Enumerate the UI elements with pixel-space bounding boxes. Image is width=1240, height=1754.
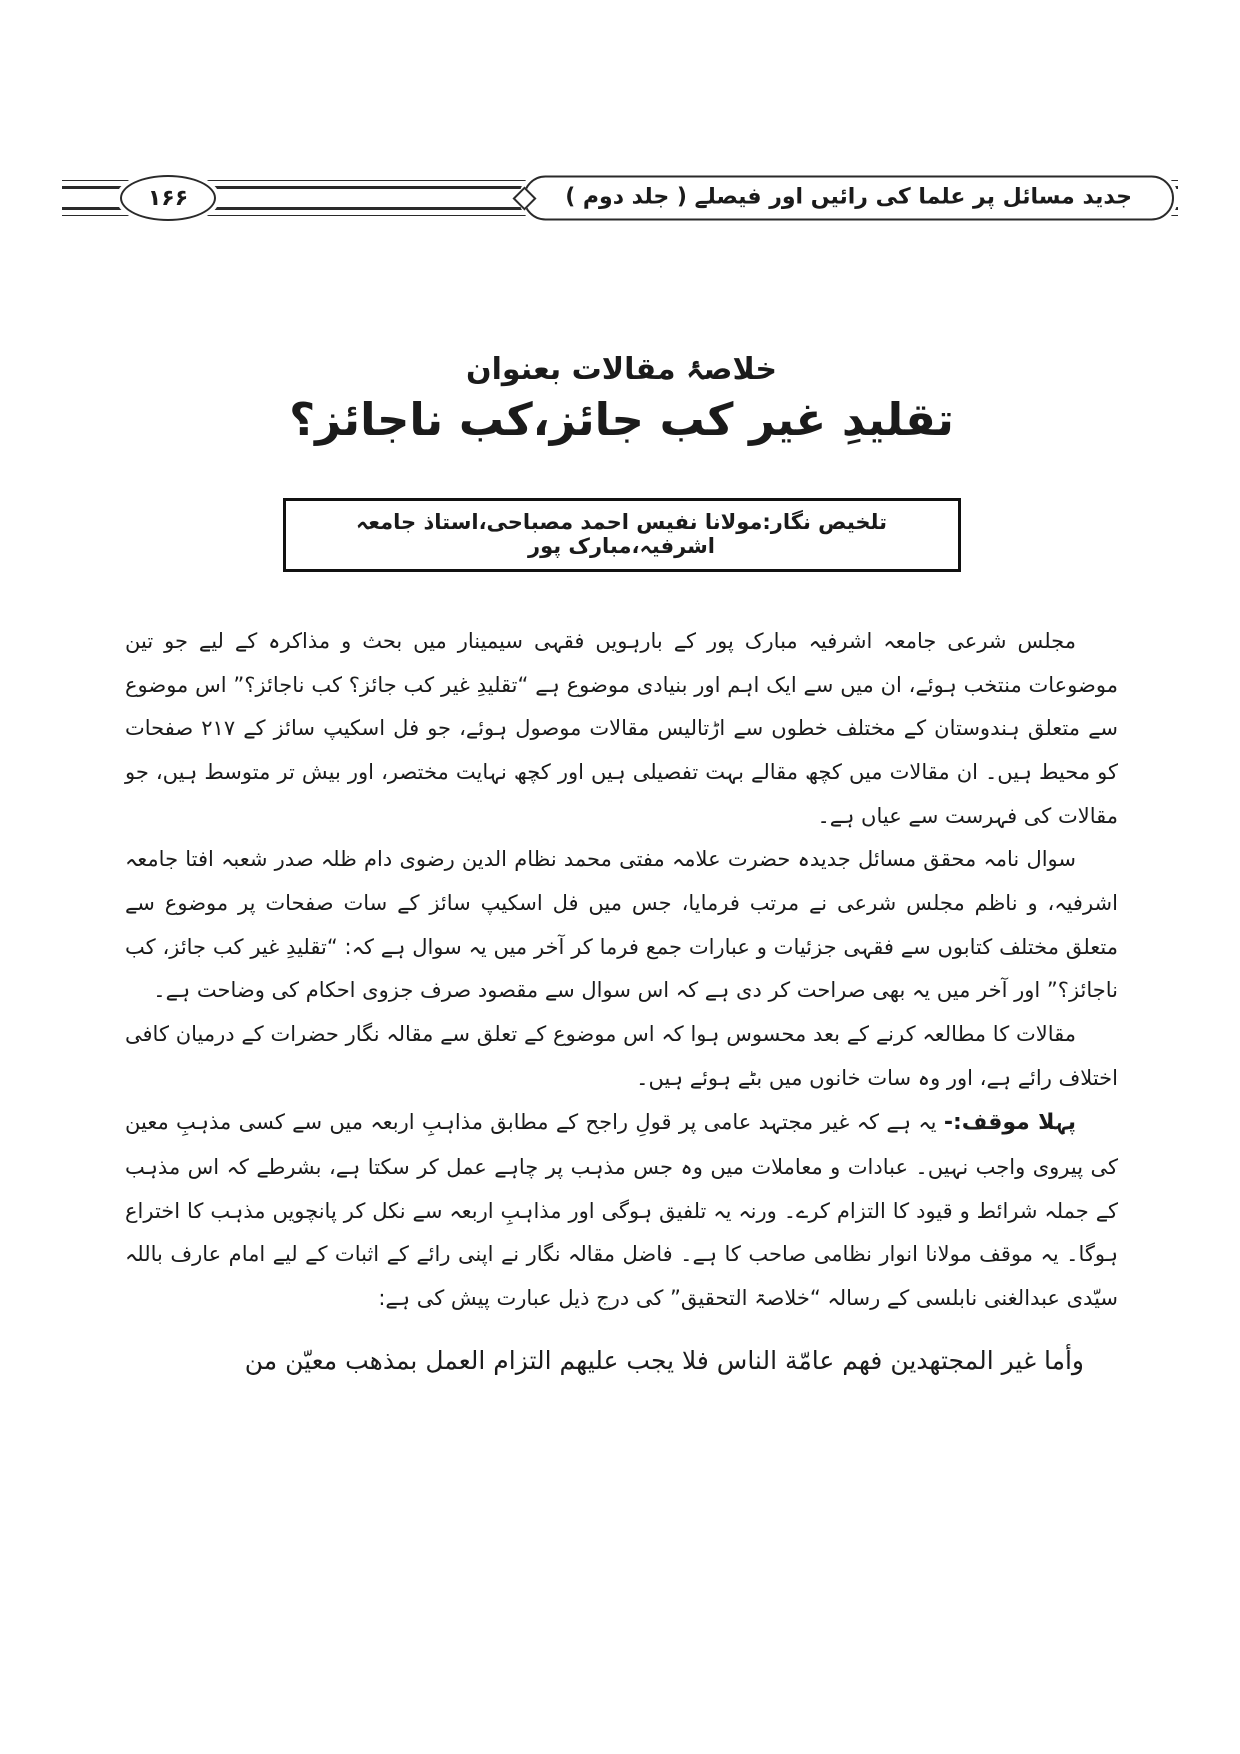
article-title: تقلیدِ غیر کب جائز،کب ناجائز؟: [289, 393, 954, 446]
page-number: ۱۶۶: [147, 185, 189, 211]
header-title: جدید مسائل پر علما کی رائیں اور فیصلے ( جلد دوم ): [565, 184, 1132, 210]
section-kicker: خلاصۂ مقالات بعنوان: [466, 352, 777, 387]
paragraph-1: مجلس شرعی جامعہ اشرفیہ مبارک پور کے بارہویں فقہی سیمینار میں بحث و مذاکرہ کے لیے جو تین موضوعات منتخب ہوئے، ان میں سے ایک اہم اور بنیادی موضوع ہے “تقلیدِ غیر کب جائز؟ کب ناجائز؟” اس موضوع سے متعلق ہندوستان کے مختلف خطوں سے اڑتالیس مقالات موصول ہوئے، جو فل اسکیپ سائز کے ۲۱۷ صفحات کو محیط ہیں۔ ان مقالات میں کچھ مقالے بہت تفصیلی ہیں اور کچھ نہایت مختصر، اور بیش تر متوسط ہیں، جو مقالات کی فہرست سے عیاں ہے۔: [125, 629, 1118, 828]
paragraph-3: مقالات کا مطالعہ کرنے کے بعد محسوس ہوا کہ اس موضوع کے تعلق سے مقالہ نگار حضرات کے درمیان کافی اختلاف رائے ہے، اور وہ سات خانوں میں بٹے ہوئے ہیں۔: [125, 1022, 1118, 1090]
byline-text: تلخیص نگار:مولانا نفیس احمد مصباحی،استاذ جامعہ اشرفیہ،مبارک پور: [356, 510, 887, 558]
document-content: [125, 352, 1118, 1387]
paragraph-2: سوال نامہ محقق مسائل جدیدہ حضرت علامہ مفتی محمد نظام الدین رضوی دام ظلہ صدر شعبہ افتا جامعہ اشرفیہ، و ناظم مجلس شرعی نے مرتب فرمایا، جس میں فل اسکیپ سائز کے سات صفحات پر موضوع سے متعلق مختلف کتابوں سے فقہی جزئیات و عبارات جمع فرما کر آخر میں یہ سوال ہے کہ: “تقلیدِ غیر کب جائز، کب ناجائز؟” اور آخر میں یہ بھی صراحت کر دی ہے کہ اس سوال سے مقصود صرف جزوی احکام کی وضاحت ہے۔: [125, 847, 1118, 1003]
page-header: [62, 175, 1178, 221]
page-number-oval: [120, 175, 216, 221]
position-label: پہلا موقف:-: [943, 1110, 1076, 1136]
byline-box: [283, 498, 961, 572]
paragraph-4: [125, 1100, 1118, 1320]
arabic-quotation: وأما غير المجتهدين فهم عامّة الناس فلا يجب عليهم التزام العمل بمذهب معيّن من: [244, 1345, 1084, 1375]
header-title-frame: [523, 176, 1174, 221]
position-text: یہ ہے کہ غیر مجتہد عامی پر قولِ راجح کے مطابق مذاہبِ اربعہ میں سے کسی مذہبِ معین کی پیروی واجب نہیں۔ عبادات و معاملات میں وہ جس مذہب پر چاہے عمل کر سکتا ہے، بشرطے کہ اس مذہب کے جملہ شرائط و قیود کا التزام کرے۔ ورنہ یہ تلفیق ہوگی اور مذاہبِ اربعہ سے نکل کر پانچویں مذہب کا اختراع ہوگا۔ یہ موقف مولانا انوار نظامی صاحب کا ہے۔ فاضل مقالہ نگار نے اپنی رائے کے اثبات کے لیے امام عارف باللہ سیّدی عبدالغنی نابلسی کے رسالہ “خلاصۃ التحقیق” کی درج ذیل عبارت پیش کی ہے:: [125, 1110, 1118, 1311]
